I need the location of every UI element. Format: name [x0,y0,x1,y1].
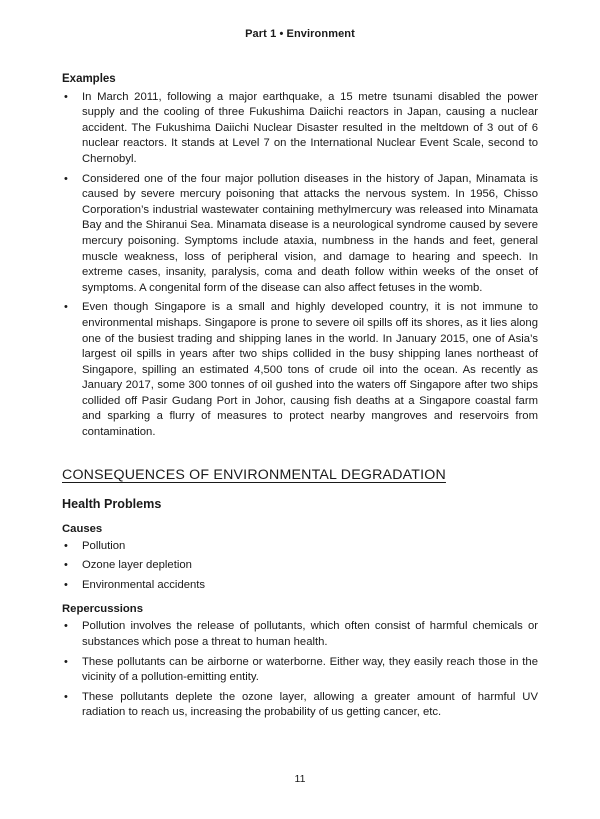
cause-text: Ozone layer depletion [82,559,192,572]
example-text: Even though Singapore is a small and highly developed country, it is not immune to environmental mishaps. Singapore is prone to severe oil spills off its shores, as it lies along one of the busiest trading and shipping lanes in the world. In January 2015, one of Asia’s largest oil spills in years after two ships collided in the busy shipping lanes northeast of Singapore, spilling an estimated 4,500 tons of crude oil into the ocean. As recently as January 2017, some 300 tonnes of oil gushed into the waters off Singapore after two ships collided off Pasir Gudang Port in Johor, causing fish deaths at a Singapore coastal farm and sparking a flurry of measures to protect nearby mangroves and reservoirs from contamination. [82,301,538,439]
bullet-icon: • [64,539,68,552]
list-item [62,539,538,555]
repercussion-text: Pollution involves the release of pollutants, which often consist of harmful chemicals or substances which pose a threat to human health. [82,620,538,649]
repercussions-heading: Repercussions [62,603,143,616]
bullet-icon: • [64,620,68,633]
repercussion-text: These pollutants deplete the ozone layer, allowing a greater amount of harmful UV radiation to reach us, increasing the probability of us getting cancer, etc. [82,690,538,719]
cause-text: Environmental accidents [82,578,206,591]
repercussions-list [62,619,538,721]
bullet-icon: • [64,690,68,703]
list-item [62,300,538,440]
running-header: Part 1 • Environment [245,28,355,40]
list-item [62,558,538,574]
bullet-icon: • [64,301,68,314]
bullet-icon: • [64,172,68,185]
list-item [62,172,538,297]
section-title: CONSEQUENCES OF ENVIRONMENTAL DEGRADATION [62,466,446,483]
example-text: In March 2011, following a major earthquake, a 15 metre tsunami disabled the power supply and the cooling of three Fukushima Daiichi reactors in Japan, causing a nuclear accident. The Fukushima Daiichi Nuclear Disaster resulted in the meltdown of 3 out of 6 nuclear reactors. It stands at Level 7 on the International Nuclear Event Scale, second to Chernobyl. [82,90,538,165]
causes-heading: Causes [62,522,103,535]
list-item [62,90,538,168]
repercussion-text: These pollutants can be airborne or waterborne. Either way, they easily reach those in the vicinity of a pollution-emitting entity. [82,655,538,684]
bullet-icon: • [64,655,68,668]
list-item [62,619,538,650]
bullet-icon: • [64,90,68,103]
bullet-icon: • [64,578,68,591]
list-item [62,578,538,594]
page-content [62,72,538,725]
examples-list [62,90,538,441]
subsection-title: Health Problems [62,496,162,511]
examples-heading: Examples [62,73,116,85]
page-number: 11 [294,773,306,785]
cause-text: Pollution [82,539,126,552]
causes-list [62,539,538,594]
bullet-icon: • [64,559,68,572]
example-text: Considered one of the four major pollution diseases in the history of Japan, Minamata is caused by severe mercury poisoning that attacks the nervous system. In 1956, Chisso Corporation’s industrial wastewater containing methylmercury was released into Minamata Bay and the Shiranui Sea. Minamata disease is a neurological syndrome caused by severe mercury poisoning. Symptoms include ataxia, numbness in the hands and feet, general muscle weakness, loss of peripheral vision, and damage to hearing and speech. In extreme cases, insanity, paralysis, coma and death follow within weeks of the onset of symptoms. A congenital form of the disease can also affect fetuses in the womb. [82,172,538,294]
list-item [62,690,538,721]
list-item [62,655,538,686]
